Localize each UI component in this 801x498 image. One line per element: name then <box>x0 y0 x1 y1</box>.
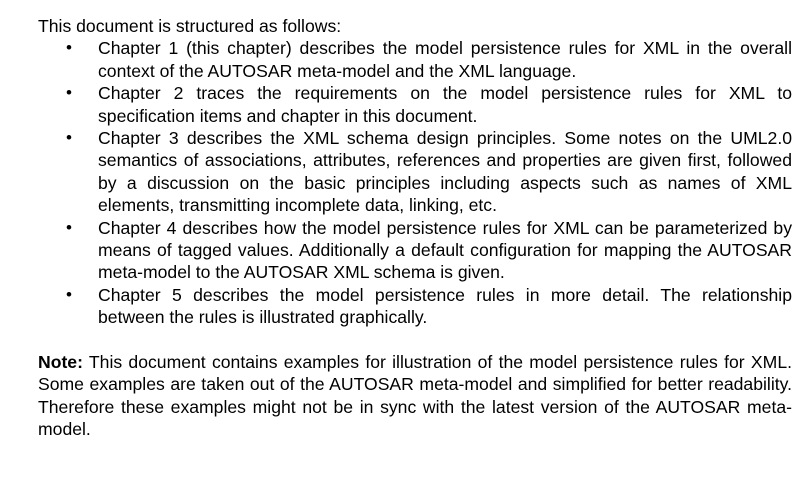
chapter-3-text: Chapter 3 describes the XML schema design principles. Some notes on the UML2.0 semantics of associations, attributes, references and properties are given first, followed by a discussion on the basic principles including aspects such as names of XML elements, transmitting incomplete data, linking, etc. <box>98 128 792 216</box>
chapter-5-text: Chapter 5 describes the model persistence rules in more detail. The relationship between the rules is illustrated graphically. <box>98 284 792 328</box>
chapter-5-item <box>66 284 792 329</box>
bullet-icon: • <box>66 284 72 304</box>
note-text: This document contains examples for illustration of the model persistence rules for XML. Some examples are taken out of the AUTOSAR meta-model and simplified for better readability. Therefore these examples might not be in sync with the latest version of the AUTOSAR meta-model. <box>38 351 792 439</box>
bullet-icon: • <box>66 217 72 237</box>
bullet-icon: • <box>66 83 72 103</box>
chapter-3-item <box>66 127 792 217</box>
chapter-4-item <box>66 217 792 284</box>
note-paragraph <box>38 351 792 441</box>
chapter-4-text: Chapter 4 describes how the model persistence rules for XML can be parameterized by means of tagged values. Additionally a default configuration for mapping the AUTOSAR meta-model to the AUTOSAR XML schema is given. <box>98 217 792 283</box>
bullet-icon: • <box>66 128 72 148</box>
chapter-list <box>38 37 792 328</box>
chapter-2-item <box>66 82 792 127</box>
bullet-icon: • <box>66 38 72 58</box>
chapter-1-text: Chapter 1 (this chapter) describes the model persistence rules for XML in the overall context of the AUTOSAR meta-model and the XML language. <box>98 38 792 81</box>
chapter-1-item <box>66 37 792 82</box>
intro-paragraph: This document is structured as follows: <box>38 16 342 36</box>
note-label: Note: <box>38 351 83 372</box>
document-text-block <box>38 15 792 440</box>
chapter-2-text: Chapter 2 traces the requirements on the model persistence rules for XML to specification items and chapter in this document. <box>98 83 792 126</box>
